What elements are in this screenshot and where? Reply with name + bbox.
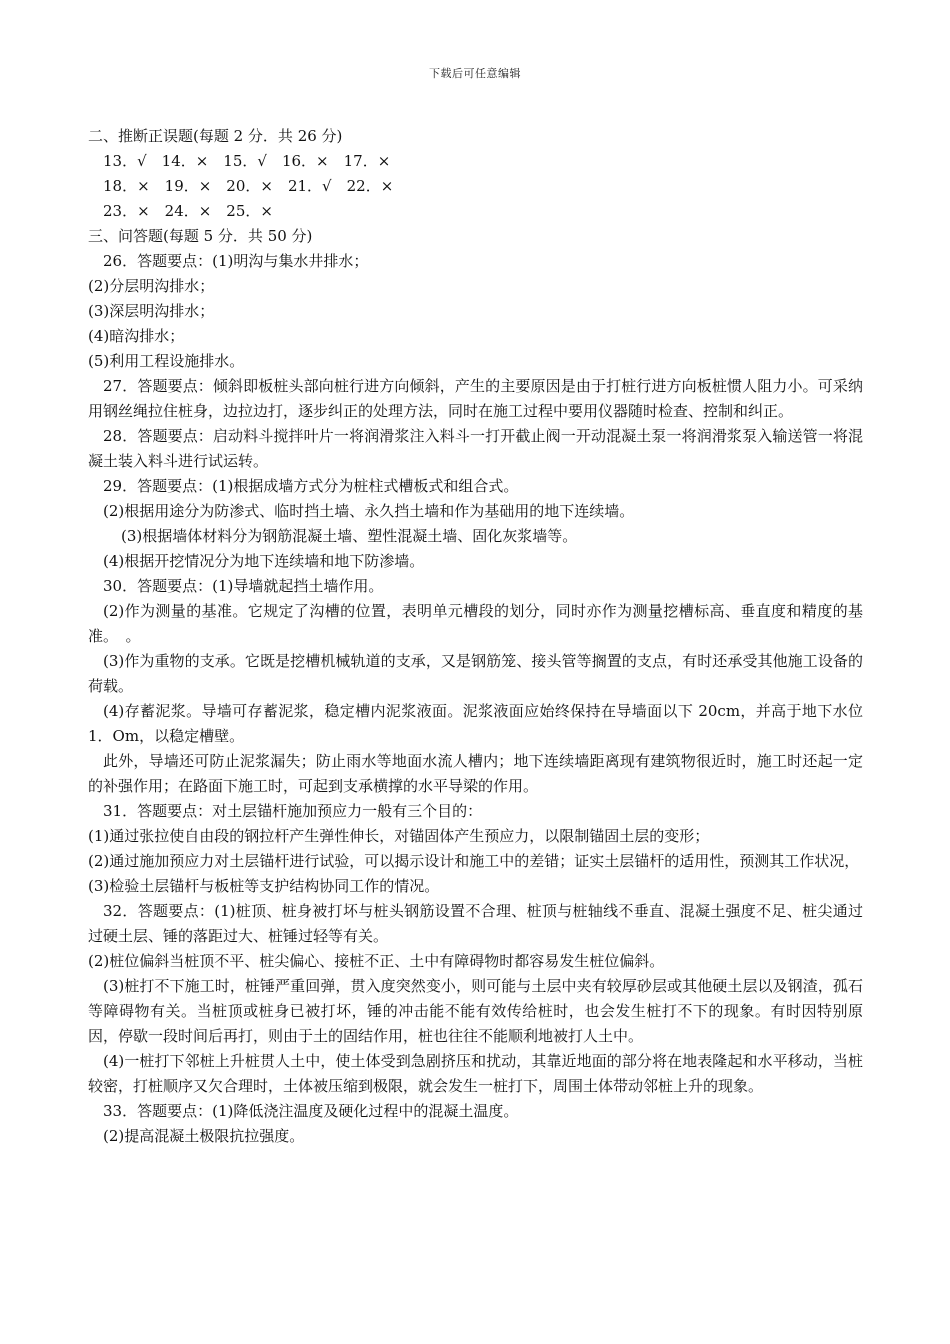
paragraph: (4)根据开挖情况分为地下连续墙和地下防渗墙。 — [103, 552, 425, 570]
paragraph: 31．答题要点：对土层锚杆施加预应力一般有三个目的： — [103, 802, 483, 820]
paragraph: 二、推断正误题(每题 2 分．共 26 分) — [88, 127, 343, 145]
paragraph: 26．答题要点：(1)明沟与集水井排水； — [103, 252, 369, 270]
paragraph: (2)提高混凝土极限抗拉强度。 — [103, 1127, 305, 1145]
paragraph: 23．× 24．× 25．× — [103, 202, 273, 220]
paragraph: 30．答题要点：(1)导墙就起挡土墙作用。 — [103, 577, 384, 595]
paragraph: 32．答题要点：(1)桩顶、桩身被打坏与桩头钢筋设置不合理、桩顶与桩轴线不垂直、混凝土强度不足、桩尖通过过硬土层、锤的落距过大、桩锤过轻等有关。 — [88, 902, 863, 945]
paragraph: (2)分层明沟排水； — [88, 277, 215, 295]
paragraph: 此外，导墙还可防止泥浆漏失；防止雨水等地面水流人槽内；地下连续墙距离现有建筑物很近时，施工时还起一定的补强作用；在路面下施工时，可起到支承横撑的水平导梁的作用。 — [88, 752, 863, 795]
paragraph: (3)桩打不下施工时，桩锤严重回弹，贯入度突然变小，则可能与土层中夹有较厚砂层或其他硬土层以及钢渣，孤石等障碍物有关。当桩顶或桩身已被打坏，锤的冲击能不能有效传给桩时，也会发生桩打不下的现象。有时因特别原因，停歇一段时间后再打，则由于土的固结作用，桩也往往不能顺利地被打人土中。 — [88, 977, 863, 1045]
paragraph: 29．答题要点：(1)根据成墙方式分为桩柱式槽板式和组合式。 — [103, 477, 519, 495]
paragraph: 27．答题要点：倾斜即板桩头部向桩行进方向倾斜，产生的主要原因是由于打桩行进方向板桩惯人阻力小。可采纳用钢丝绳拉住桩身，边拉边打，逐步纠正的处理方法，同时在施工过程中要用仪器随时检查、控制和纠正。 — [88, 377, 863, 420]
paragraph: (4)暗沟排水； — [88, 327, 185, 345]
paragraph: (3)深层明沟排水； — [88, 302, 215, 320]
paragraph: 28．答题要点：启动料斗搅拌叶片一将润滑浆注入料斗一打开截止阀一开动混凝土泵一将润滑浆泵入输送管一将混凝土装入料斗进行试运转。 — [88, 427, 863, 470]
paragraph: (3)检验土层锚杆与板桩等支护结构协同工作的情况。 — [88, 877, 440, 895]
paragraph: (2)桩位偏斜当桩顶不平、桩尖偏心、接桩不正、土中有障碍物时都容易发生桩位偏斜。 — [88, 952, 665, 970]
paragraph: (3)作为重物的支承。它既是挖槽机械轨道的支承，又是钢筋笼、接头管等搁置的支点，有时还承受其他施工设备的荷载。 — [88, 652, 863, 695]
paragraph: (4)存蓄泥浆。导墙可存蓄泥浆，稳定槽内泥浆液面。泥浆液面应始终保持在导墙面以下 20cm，并高于地下水位 1．Om，以稳定槽壁。 — [88, 702, 863, 745]
page-header: 下载后可任意编辑 — [429, 67, 521, 80]
document-body — [88, 124, 863, 1149]
paragraph: 18．× 19．× 20．× 21．√ 22．× — [103, 177, 394, 195]
paragraph: (1)通过张拉使自由段的钢拉杆产生弹性伸长，对锚固体产生预应力，以限制锚固土层的变形； — [88, 827, 710, 845]
paragraph: (5)利用工程设施排水。 — [88, 352, 245, 370]
paragraph: (2)作为测量的基准。它规定了沟槽的位置，表明单元槽段的划分，同时亦作为测量挖槽标高、垂直度和精度的基准。 。 — [88, 602, 863, 645]
paragraph: 33．答题要点：(1)降低浇注温度及硬化过程中的混凝土温度。 — [103, 1102, 519, 1120]
paragraph: (3)根据墙体材料分为钢筋混凝土墙、塑性混凝土墙、固化灰浆墙等。 — [121, 527, 578, 545]
paragraph: (4)一桩打下邻桩上升桩贯人土中，使土体受到急剧挤压和扰动，其靠近地面的部分将在地表隆起和水平移动，当桩较密，打桩顺序又欠合理时，土体被压缩到极限，就会发生一桩打下，周围土体带动邻桩上升的现象。 — [88, 1052, 863, 1095]
paragraph: 三、问答题(每题 5 分．共 50 分) — [88, 227, 313, 245]
paragraph: (2)根据用途分为防渗式、临时挡土墙、永久挡土墙和作为基础用的地下连续墙。 — [103, 502, 635, 520]
paragraph: 13．√ 14．× 15．√ 16．× 17．× — [103, 152, 391, 170]
paragraph: (2)通过施加预应力对土层锚杆进行试验，可以揭示设计和施工中的差错；证实土层锚杆的适用性，预测其工作状况， — [88, 852, 860, 870]
